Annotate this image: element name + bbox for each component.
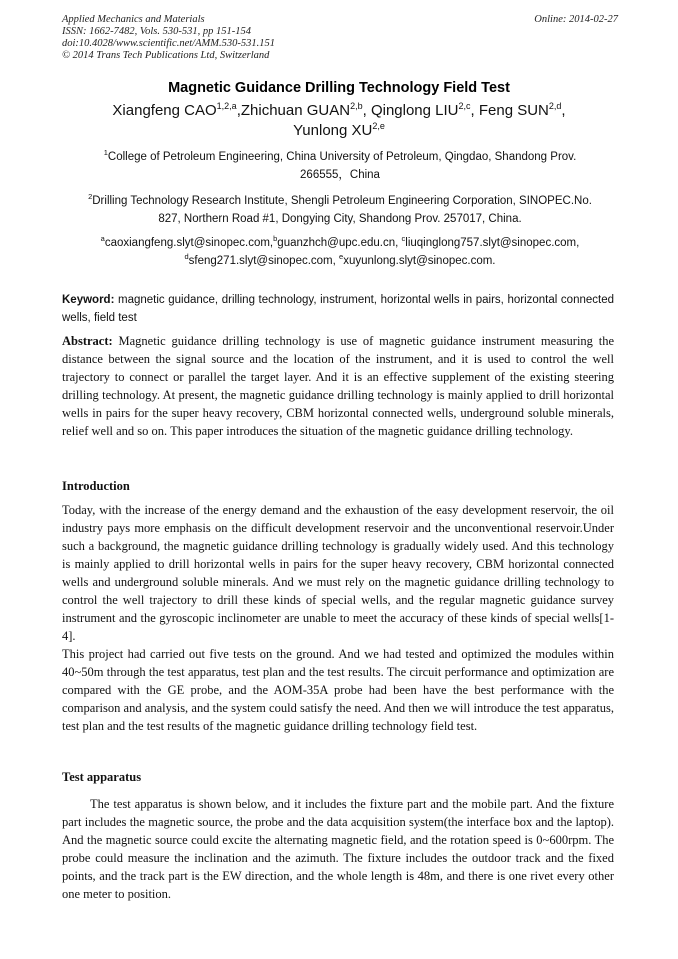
- email-list: [62, 234, 618, 270]
- author-affiliation-mark: 2,d: [548, 101, 562, 111]
- author-affiliation-mark: 2,e: [372, 121, 385, 131]
- author-affiliation-mark: 2,c: [458, 101, 471, 111]
- author-name: Yunlong XU: [293, 122, 373, 139]
- keyword-text: magnetic guidance, drilling technology, instrument, horizontal wells in pairs, horizontal connected wells, field test: [62, 294, 614, 324]
- email-link[interactable]: caoxiangfeng.slyt@sinopec.com,: [104, 237, 274, 249]
- email-link[interactable]: sfeng271.slyt@sinopec.com,: [188, 255, 340, 267]
- journal-header: [62, 14, 618, 62]
- doi-line[interactable]: doi:10.4028/www.scientific.net/AMM.530-531.151: [62, 38, 275, 49]
- email-link[interactable]: guanzhch@upc.edu.cn,: [277, 237, 402, 249]
- test-apparatus-paragraph: The test apparatus is shown below, and it includes the fixture part and the mobile part. And the fixture part includes the magnetic source, the probe and the data acquisition system(the interface box and the laptop). And the magnetic source could excite the alternating magnetic field, and the rotation speed is 0~600rpm. The probe could measure the inclination and the azimuth. The fixture includes the outdoor track and the fixed points, and the track part is the EW direction, and the whole length is 48m, and there is one rivet every other one meter to position.: [62, 797, 614, 901]
- author-affiliation-mark: 1,2,a: [216, 101, 237, 111]
- author-separator: ,: [470, 102, 479, 119]
- author-name: Xiangfeng CAO: [112, 102, 217, 119]
- email-link[interactable]: xuyunlong.slyt@sinopec.com.: [343, 255, 496, 267]
- email-mark: b: [273, 234, 278, 244]
- author-separator: ,: [362, 102, 371, 119]
- author-separator: ,: [236, 102, 241, 119]
- author-name: Qinglong LIU: [370, 102, 459, 119]
- email-mark: d: [184, 252, 189, 262]
- affiliation-2: [62, 192, 618, 228]
- affiliation-text: 266555，China: [300, 169, 380, 181]
- author-name: Zhichuan GUAN: [240, 102, 351, 119]
- copyright-line: © 2014 Trans Tech Publications Ltd, Switzerland: [62, 50, 270, 61]
- issn-line: ISSN: 1662-7482, Vols. 530-531, pp 151-154: [62, 26, 251, 37]
- abstract-label: Abstract:: [62, 334, 113, 348]
- abstract-text: Magnetic guidance drilling technology is use of magnetic guidance instrument measuring the distance between the signal source and the location of the instrument, and it is used to control the well trajectory to connect or parallel the target layer. And it is an effective supplement of the existing steering drilling technology. At present, the magnetic guidance drilling technology is mainly applied to drill horizontal wells in pairs for the super heavy recovery, CBM horizontal connected wells, underground soluble minerals, relief well and so on. This paper introduces the situation of the magnetic guidance drilling technology.: [62, 334, 614, 438]
- keyword-label: Keyword:: [62, 294, 115, 306]
- keywords: [62, 291, 614, 327]
- introduction-paragraph-1: Today, with the increase of the energy demand and the exhaustion of the easy development reservoir, the oil industry pays more emphasis on the difficult development reservoir and the unconventional reservoir.Under such a background, the magnetic guidance drilling technology is gradually widely used. And this technology is mainly applied to drill horizontal wells in pairs for the super heavy recovery, CBM horizontal connected wells and underground soluble minerals. And we must rely on the magnetic guidance drilling technology to control the well trajectory to drill these kinds of special wells, and the regular magnetic guidance survey instrument and the gyroscopic inclinometer are unable to meet the accuracy of these kinds of special wells[1-4].: [62, 503, 614, 643]
- author-name: Feng SUN: [478, 102, 549, 119]
- author-list: [40, 101, 638, 141]
- paper-title: Magnetic Guidance Drilling Technology Field Test: [168, 80, 510, 96]
- affiliation-text: Drilling Technology Research Institute, Shengli Petroleum Engineering Corporation, SINOPEC.No.: [92, 195, 592, 207]
- email-mark: c: [401, 234, 406, 244]
- affiliation-mark: 1: [103, 148, 108, 158]
- email-mark: a: [100, 234, 105, 244]
- journal-name: Applied Mechanics and Materials: [62, 14, 205, 25]
- author-affiliation-mark: 2,b: [350, 101, 363, 111]
- email-mark: e: [339, 252, 344, 262]
- section-heading-test-apparatus: Test apparatus: [62, 770, 142, 784]
- affiliation-mark: 2: [88, 192, 93, 202]
- affiliation-text: College of Petroleum Engineering, China University of Petroleum, Qingdao, Shandong Prov.: [107, 151, 577, 163]
- online-date: Online: 2014-02-27: [534, 14, 618, 25]
- introduction-paragraph-2: This project had carried out five tests on the ground. And we had tested and optimized the modules within 40~50m through the test apparatus, test plan and the test results. The circuit performance and optimization are compared with the GE probe, and the AOM-35A probe had been have the best performance with the comparison and analysis, and the system could satisfy the need. And then we will introduce the test apparatus, test plan and the test results of the magnetic guidance drilling technology field test.: [62, 647, 614, 733]
- section-heading-introduction: Introduction: [62, 479, 130, 493]
- abstract: [62, 332, 614, 440]
- author-separator: ,: [561, 102, 566, 119]
- affiliation-1: [62, 148, 618, 184]
- affiliation-text: 827, Northern Road #1, Dongying City, Shandong Prov. 257017, China.: [158, 213, 522, 225]
- email-link[interactable]: liuqinglong757.slyt@sinopec.com,: [405, 237, 580, 249]
